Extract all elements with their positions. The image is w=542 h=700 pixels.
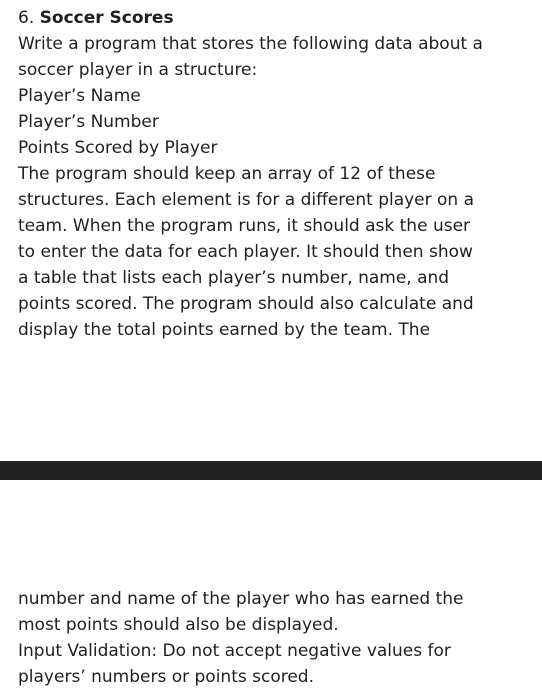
problem-text-bottom	[18, 586, 532, 690]
problem-title: Soccer Scores	[39, 8, 174, 28]
text-line: number and name of the player who has earned the	[18, 589, 464, 609]
text-line: display the total points earned by the team. The	[18, 320, 431, 340]
text-line: team. When the program runs, it should ask the user	[18, 216, 471, 236]
page-break-bar	[0, 461, 542, 480]
text-line: The program should keep an array of 12 of these	[18, 164, 436, 184]
problem-text-top	[18, 5, 532, 343]
text-line: most points should also be displayed.	[18, 615, 339, 635]
text-line: Player’s Name	[18, 86, 141, 106]
text-line: players’ numbers or points scored.	[18, 667, 314, 687]
text-line: Player’s Number	[18, 112, 159, 132]
text-line: soccer player in a structure:	[18, 60, 258, 80]
text-line: Points Scored by Player	[18, 138, 218, 158]
text-line: points scored. The program should also calculate and	[18, 294, 474, 314]
problem-number: 6.	[18, 8, 35, 28]
text-line: Write a program that stores the following data about a	[18, 34, 483, 54]
text-line: Input Validation: Do not accept negative values for	[18, 641, 451, 661]
text-line: a table that lists each player’s number, name, and	[18, 268, 450, 288]
problem-heading	[18, 5, 532, 31]
text-line: structures. Each element is for a different player on a	[18, 190, 475, 210]
text-line: to enter the data for each player. It should then show	[18, 242, 473, 262]
